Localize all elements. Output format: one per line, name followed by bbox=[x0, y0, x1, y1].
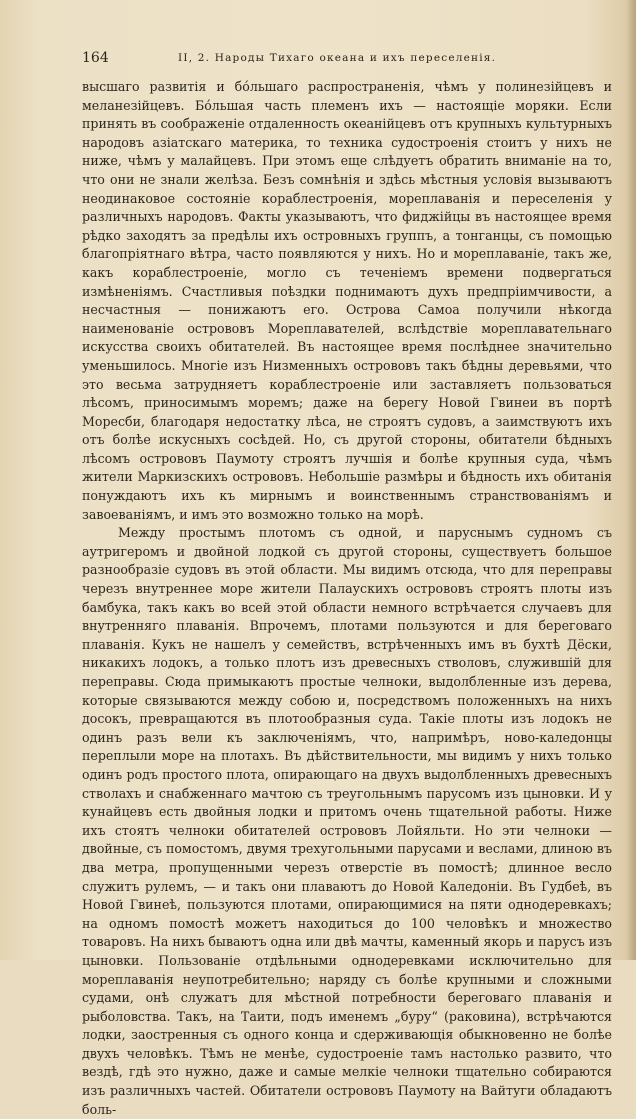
page-number: 164 bbox=[82, 50, 109, 66]
page-header bbox=[82, 50, 612, 70]
page-edge-shadow bbox=[626, 0, 636, 960]
paragraph-1: высшаго развитія и бо́льшаго распространенія, чѣмъ у полинезійцевъ и меланезійцевъ. Бо́льшая часть племенъ ихъ — настоящіе моряки. Если принять въ соображеніе отдаленность океанійцевъ отъ крупныхъ культурныхъ народовъ азіатскаго материка, то техника судостроенія стоитъ у нихъ не ниже, чѣмъ у малайцевъ. При этомъ еще слѣдуетъ обратить вниманіе на то, что они не знали желѣза. Безъ сомнѣнія и здѣсь мѣстныя условія вызываютъ неодинаковое состояніе кораблестроенія, мореплаванія и переселенія у различныхъ народовъ. Факты указываютъ, что фиджійцы въ настоящее время рѣдко заходятъ за предѣлы ихъ островныхъ группъ, а тонганцы, съ помощью благопріятнаго вѣтра, часто появляются у нихъ. Но и мореплаваніе, такъ же, какъ кораблестроеніе, могло съ теченіемъ времени подвергаться измѣненіямъ. Счастливыя поѣздки поднимаютъ духъ предпріимчивости, а несчастныя — понижаютъ его. Острова Самоа получили нѣкогда наименованіе острововъ Мореплавателей, вслѣдствіе мореплавательнаго искусства своихъ обитателей. Въ настоящее время послѣднее значительно уменьшилось. Многіе изъ Низменныхъ острововъ такъ бѣдны деревьями, что это весьма затрудняетъ кораблестроеніе или заставляетъ пользоваться лѣсомъ, приносимымъ моремъ; даже на берегу Новой Гвинеи въ портѣ Моресби, благодаря недостатку лѣса, не строятъ судовъ, а заимствуютъ ихъ отъ болѣе искусныхъ сосѣдей. Но, съ другой стороны, обитатели бѣдныхъ лѣсомъ острововъ Паумоту строятъ лучшія и болѣе крупныя суда, чѣмъ жители Маркизскихъ острововъ. Небольшіе размѣры и бѣдность ихъ обитанія понуждаютъ ихъ къ мирнымъ и воинственнымъ странствованіямъ и завоеваніямъ, и имъ это возможно только на морѣ. bbox=[82, 79, 612, 522]
paragraph-2: Между простымъ плотомъ съ одной, и паруснымъ судномъ съ аутригеромъ и двойной лодкой съ другой стороны, существуетъ большое разнообразіе судовъ въ этой области. Мы видимъ отсюда, что для переправы черезъ внутреннее море жители Палаускихъ острововъ строятъ плоты изъ бамбука, такъ какъ во всей этой области немного встрѣчается случаевъ для внутренняго плаванія. Впрочемъ, плотами пользуются и для береговаго плаванія. Кукъ не нашелъ у семействъ, встрѣченныхъ имъ въ бухтѣ Дёски, никакихъ лодокъ, а только плотъ изъ древесныхъ стволовъ, служившій для переправы. Сюда примыкаютъ простые челноки, выдолбленные изъ дерева, которые связываются между собою и, посредствомъ положенныхъ на нихъ досокъ, превращаются въ плотообразныя суда. Такіе плоты изъ лодокъ не одинъ разъ вели къ заключеніямъ, что, напримѣръ, ново-каледонцы переплыли море на плотахъ. Въ дѣйствительности, мы видимъ у нихъ только одинъ родъ простого плота, опирающаго на двухъ выдолбленныхъ древесныхъ стволахъ и снабженнаго мачтою съ треугольнымъ парусомъ изъ цыновки. И у кунайцевъ есть двойныя лодки и притомъ очень тщательной работы. Ниже ихъ стоятъ челноки обитателей острововъ Лойяльти. Но эти челноки — двойные, съ помостомъ, двумя трехугольными парусами и веслами, длиною въ два метра, пропущенными черезъ отверстіе въ помостѣ; длинное весло служитъ рулемъ, — и такъ они плаваютъ до Новой Каледоніи. Въ Гудбеѣ, въ Новой Гвинеѣ, пользуются плотами, опирающимися на пяти однодеревкахъ; на одномъ помостѣ можетъ находиться до 100 человѣкъ и множество товаровъ. На нихъ бываютъ одна или двѣ мачты, каменный якорь и парусъ изъ цыновки. Пользованіе отдѣльными однодеревками исключительно для мореплаванія неупотребительно; наряду съ болѣе крупными и сложными судами, онѣ служатъ для мѣстной потребности береговаго плаванія и рыболовства. Такъ, на Таити, подъ именемъ „буру“ (раковина), встрѣчаются лодки, заостренныя съ одного конца и сдерживающія обыкновенно не болѣе двухъ человѣкъ. Тѣмъ не менѣе, судостроеніе тамъ настолько развито, что вездѣ, гдѣ это нужно, даже и самые мелкіе челноки тщательно собираются изъ различныхъ частей. Обитатели острововъ Паумоту на Вайтуги обладаютъ боль- bbox=[82, 525, 612, 1117]
body-text bbox=[82, 78, 612, 1119]
running-head: II, 2. Народы Тихаго океана и ихъ переселенія. bbox=[178, 52, 497, 64]
